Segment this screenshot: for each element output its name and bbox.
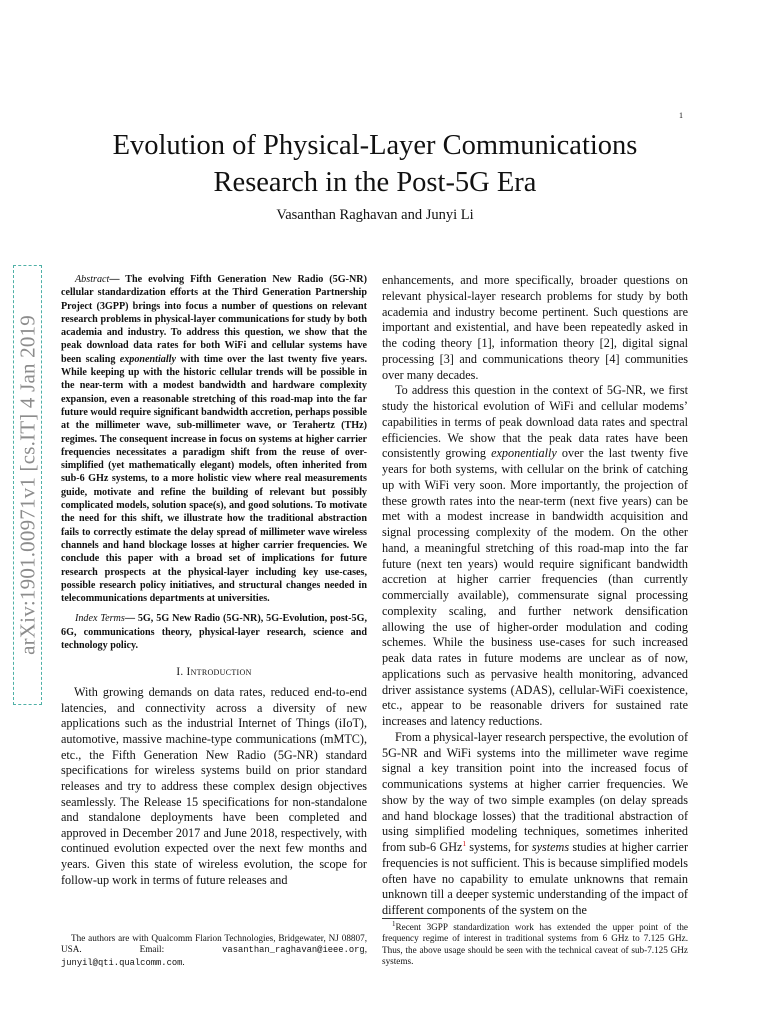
intro-paragraph: With growing demands on data rates, reduced end-to-end latencies, and connectivity across a diversity of new applications such as the industrial Internet of Things (iIoT), automotive, massive machine-type communications (mMTC), etc., the Fifth Generation New Radio (5G-NR) standard specifications for wireless systems build on prior standard releases and try to address these complex design objectives seamlessly. The Release 15 specifications for non-standalone and standalone deployments have been completed and approved in December 2017 and June 2018, respectively, with continued evolution expected over the next few months and years. Given this state of wireless evolution, the scope for follow-up work in terms of future releases and [61,684,367,887]
email-link-2[interactable]: junyil@qti.qualcomm.com [61,957,183,968]
index-terms-text: — 5G, 5G New Radio (5G-NR), 5G-Evolution, post-5G, 6G, communications theory, physical-layer research, science and technology policy. [61,613,367,652]
author-footnote-text: The authors are with Qualcomm Flarion Technologies, Bridgewater, NJ 08807, USA. Email: [61,933,367,955]
section-heading-introduction: I. Introduction [176,666,252,679]
footnote-marker-1[interactable]: 1 [462,839,466,848]
right-paragraph-3-italic: systems [531,840,570,854]
email-link-1[interactable]: vasanthan_raghavan@ieee.org [222,945,365,956]
index-terms [61,612,367,652]
paper-authors: Vasanthan Raghavan and Junyi Li [276,207,474,223]
paper-title: Evolution of Physical-Layer Communications Research in the Post-5G Era [112,130,638,198]
footnote-end: . [182,956,185,967]
abstract-italic: exponentially [119,353,176,365]
right-column [382,273,688,919]
right-paragraph-1: enhancements, and more specifically, broader questions on relevant physical-layer research problems for study by both academia and industry become pertinent. Such questions are important and existential, and have been repeatedly asked in the coding theory [1], information theory [2], digital signal processing [3] and communications theory [4] communities over many decades. [382,273,688,382]
right-paragraph-2-b: over the last twenty five years for both systems, with cellular on the brink of catching up with WiFi very soon. More importantly, the projection of these growth rates into the near-term (next five years) can be met with a modest increase in bandwidth acquisition and signal processing complexity of the modem. On the other hand, a meaningful stretching of this road-map into the far future (next ten years) would require significant bandwidth accretion at higher carrier frequencies (than currently commercially available), commensurate signal processing complexity scaling, and further network densification allowing the use of higher-order modulation and coding schemes. While the business use-cases for such increased peak data rates in future modems are unclear as of now, applications such as pervasive health monitoring, advanced driver assistance systems (ADAS), cellular-WiFi coexistence, etc., appear to be reasonable drivers for sustained rate increases and latency reductions. [382,446,688,728]
frequency-footnote-text: Recent 3GPP standardization work has extended the upper point of the frequency regime of interest in traditional systems from 6 GHz to 7.125 GHz. Thus, the above usage should be seen with the technical caveat of sub-7.125 GHz systems. [382,922,688,967]
abstract-text-a: — The evolving Fifth Generation New Radio (5G-NR) cellular standardization efforts at the Third Generation Partnership Project (3GPP) brings into focus a number of questions on relevant research problems in physical-layer communications for study by both academia and industry. To address this question, we show that the peak download data rates for both WiFi and cellular systems have been scaling [61,274,367,365]
index-terms-label: Index Terms [75,613,125,625]
right-paragraph-2-italic: exponentially [491,446,557,461]
abstract [61,273,367,605]
abstract-text-b: with time over the last twenty five years. While keeping up with the historic cellular trends will be possible in the near-term with a modest bandwidth and hardware complexity expansion, even a reasonable stretching of this road-map into the far future would require significant bandwidth accretion, perhaps possible at the millimeter wave, sub-millimeter wave, or Terahertz (THz) regimes. The consequent increase in focus on systems at higher carrier frequencies necessitates a paradigm shift from the reuse of over-simplified (yet mathematically elegant) models, often inherited from sub-6 GHz systems, to a more holistic view where real measurements guide, motivate and refine the building of relevant but possibly complicated models, solution space(s), and good solutions. To motivate the need for this shift, we illustrate how the traditional abstraction fails to correctly estimate the delay spread of millimeter wave wireless channels and hand blockage losses at higher carrier frequencies. We conclude this paper with a broad set of implications for future research prospects at the physical-layer including key use-cases, possible research policy initiatives, and structural changes needed in telecommunications departments at universities. [61,353,367,605]
right-paragraph-3-a: From a physical-layer research perspective, the evolution of 5G-NR and WiFi systems into the millimeter wave regime signal a key transition point into the increased focus of communications systems at higher carrier frequencies. We show by the way of two simple examples (on delay spreads and hand blockage losses) that the traditional abstraction of using simplified modeling techniques, sometimes inherited from sub-6 GHz [382,729,688,854]
arxiv-stamp-text: arXiv:1901.00971v1 [cs.IT] 4 Jan 2019 [15,315,39,655]
right-paragraph-3-c: studies at higher carrier frequencies is not sufficient. This is because simplified models often have no capability to emulate unknowns that remain unknown till a deeper systemic understanding of the impact of different components of the system on the [382,840,689,917]
right-paragraph-2 [382,383,688,730]
right-paragraph-3 [382,730,688,919]
right-paragraph-2-a: To address this question in the context of 5G-NR, we first study the historical evolution of WiFi and cellular modems’ capabilities in terms of peak download data rates and spectral efficiencies. We show that the peak data rates have been consistently growing [382,383,688,461]
author-footnote [61,933,367,969]
page-number: 1 [679,111,683,120]
frequency-footnote [382,919,688,968]
abstract-label: Abstract [75,274,110,285]
left-column [61,273,367,888]
footnote-mark: 1 [392,919,396,928]
footnote-separator-right [382,918,442,919]
arxiv-stamp[interactable] [13,265,42,705]
footnote-separator-text: , [364,944,367,955]
right-paragraph-3-b: systems, for [465,840,532,854]
